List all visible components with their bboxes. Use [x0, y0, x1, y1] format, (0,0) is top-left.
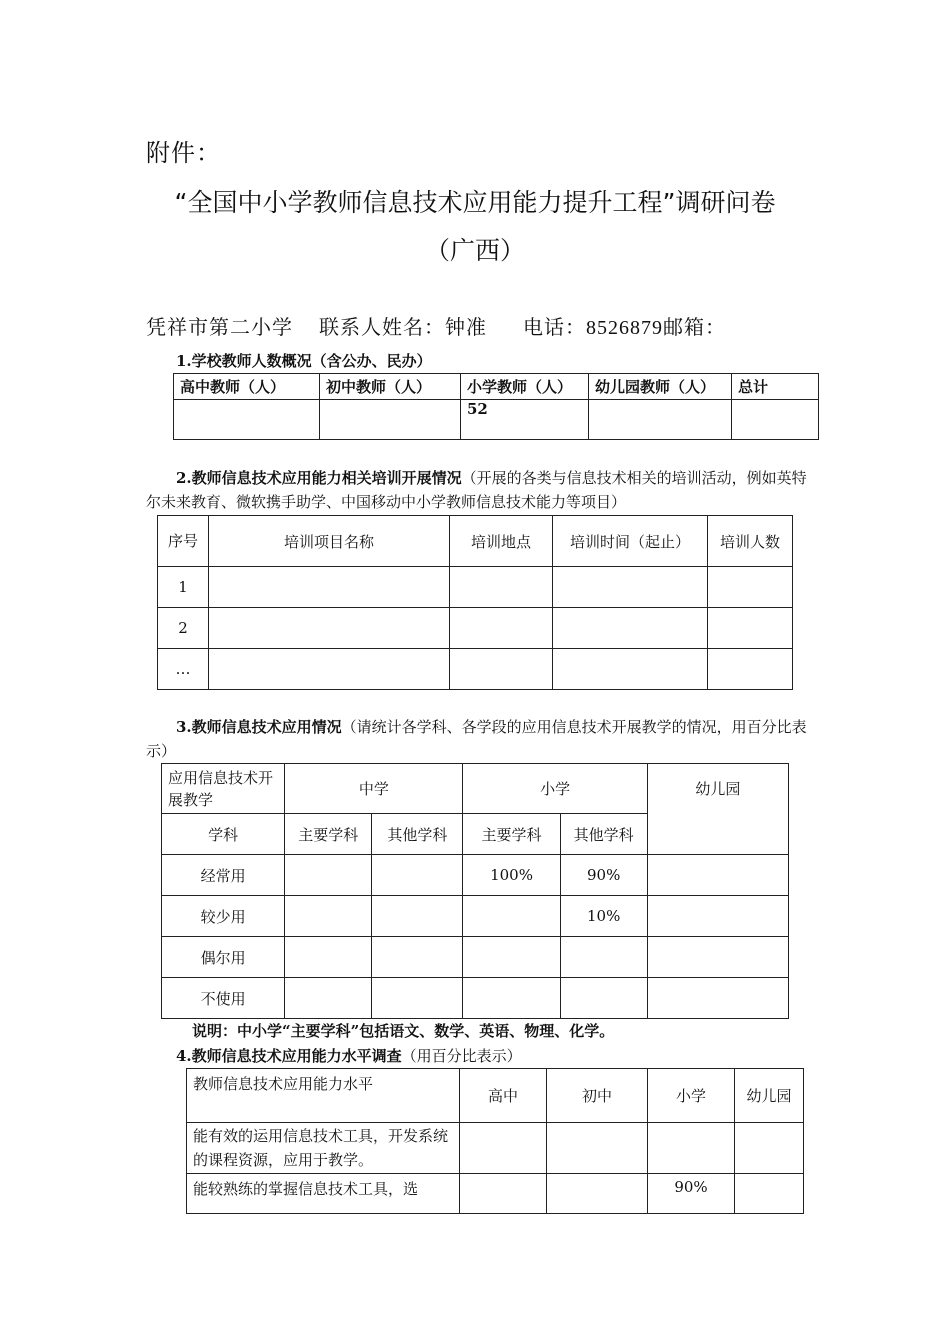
header-cell: 总计	[732, 374, 819, 400]
row-number: …	[158, 649, 209, 690]
value-cell	[560, 978, 647, 1019]
value-cell	[460, 1123, 547, 1174]
section4-note: （用百分比表示）	[401, 1047, 522, 1065]
value-cell: 10%	[560, 896, 647, 937]
subject-label: 学科	[162, 814, 285, 855]
group-header: 幼儿园	[647, 764, 788, 855]
value-cell	[647, 937, 788, 978]
value-cell: 100%	[463, 855, 560, 896]
table-cell	[450, 567, 553, 608]
value-cell	[372, 896, 463, 937]
value-cell: 90%	[648, 1174, 735, 1214]
group-header: 小学	[463, 764, 647, 814]
value-cell	[320, 400, 461, 440]
phone-number: 8526879	[586, 317, 663, 339]
teacher-count-table	[173, 373, 819, 440]
section4-heading: 4.教师信息技术应用能力水平调查	[176, 1047, 402, 1065]
value-cell	[735, 1174, 804, 1214]
header-cell: 高中教师（人）	[174, 374, 320, 400]
ability-level: 能较熟练的掌握信息技术工具，选	[187, 1174, 460, 1214]
value-cell	[372, 978, 463, 1019]
group-header: 中学	[285, 764, 463, 814]
header-cell: 培训项目名称	[209, 516, 450, 567]
value-cell	[463, 937, 560, 978]
contact-label: 联系人姓名：	[319, 315, 445, 339]
header-cell: 幼儿园教师（人）	[589, 374, 732, 400]
document-title: “全国中小学教师信息技术应用能力提升工程”调研问卷	[174, 188, 776, 217]
contact-name: 钟准	[445, 315, 487, 339]
value-cell	[547, 1123, 648, 1174]
value-cell	[285, 896, 372, 937]
row-number: 1	[158, 567, 209, 608]
table-cell	[209, 608, 450, 649]
header-cell: 小学	[648, 1069, 735, 1123]
phone-label: 电话：	[523, 315, 586, 339]
section3-paragraph	[146, 715, 810, 763]
value-cell	[647, 896, 788, 937]
section1-heading: 1.学校教师人数概况（含公办、民办）	[176, 352, 432, 370]
value-cell	[647, 855, 788, 896]
ability-level: 能有效的运用信息技术工具，开发系统的课程资源，应用于教学。	[187, 1123, 460, 1174]
header-cell: 序号	[158, 516, 209, 567]
table-cell	[450, 649, 553, 690]
value-cell	[735, 1123, 804, 1174]
usage-level: 不使用	[162, 978, 285, 1019]
section2-note: （开展的各类与信息技术相关的培训活动，例如英特尔未来教育、微软携手助学、中国移动中小学教师信息技术能力等项目）	[146, 469, 807, 511]
header-cell: 培训人数	[708, 516, 793, 567]
training-table	[157, 515, 793, 690]
table-cell	[450, 608, 553, 649]
header-cell: 小学教师（人）	[461, 374, 589, 400]
value-cell	[285, 855, 372, 896]
table-cell	[553, 649, 708, 690]
attachment-label: 附件：	[146, 139, 221, 167]
section4-paragraph	[176, 1044, 522, 1068]
section2-paragraph	[146, 466, 810, 514]
value-cell	[285, 978, 372, 1019]
table-cell	[209, 567, 450, 608]
table-cell	[708, 567, 793, 608]
contact-info-line	[146, 311, 726, 340]
section3-note: （请统计各学科、各学段的应用信息技术开展教学的情况，用百分比表示）	[146, 718, 807, 760]
value-cell	[560, 937, 647, 978]
header-cell: 培训地点	[450, 516, 553, 567]
header-cell: 初中	[547, 1069, 648, 1123]
header-cell: 教师信息技术应用能力水平	[187, 1069, 460, 1123]
table-cell	[708, 608, 793, 649]
section3-footnote: 说明：中小学“主要学科”包括语文、数学、英语、物理、化学。	[192, 1022, 615, 1040]
value-cell	[174, 400, 320, 440]
usage-level: 较少用	[162, 896, 285, 937]
subject-header: 主要学科	[285, 814, 372, 855]
table-cell	[209, 649, 450, 690]
value-cell	[732, 400, 819, 440]
section3-heading: 3.教师信息技术应用情况	[176, 718, 342, 736]
value-cell: 52	[461, 400, 589, 440]
header-cell: 幼儿园	[735, 1069, 804, 1123]
table-cell	[553, 608, 708, 649]
subject-header: 其他学科	[372, 814, 463, 855]
subject-header: 主要学科	[463, 814, 560, 855]
value-cell	[372, 855, 463, 896]
usage-level: 经常用	[162, 855, 285, 896]
value-cell	[372, 937, 463, 978]
subject-header: 其他学科	[560, 814, 647, 855]
usage-level: 偶尔用	[162, 937, 285, 978]
value-cell: 90%	[560, 855, 647, 896]
value-cell	[463, 896, 560, 937]
value-cell	[647, 978, 788, 1019]
value-cell	[460, 1174, 547, 1214]
value-cell	[463, 978, 560, 1019]
school-name: 凭祥市第二小学	[146, 315, 293, 339]
header-cell: 初中教师（人）	[320, 374, 461, 400]
row-number: 2	[158, 608, 209, 649]
header-cell: 高中	[460, 1069, 547, 1123]
ability-table	[186, 1068, 804, 1214]
table-cell	[553, 567, 708, 608]
value-cell	[648, 1123, 735, 1174]
document-subtitle: （广西）	[424, 236, 525, 265]
email-label: 邮箱：	[663, 315, 726, 339]
section2-heading: 2.教师信息技术应用能力相关培训开展情况	[176, 469, 462, 487]
header-cell: 培训时间（起止）	[553, 516, 708, 567]
value-cell	[547, 1174, 648, 1214]
value-cell	[285, 937, 372, 978]
it-usage-table	[161, 763, 789, 1019]
table-cell	[708, 649, 793, 690]
value-cell	[589, 400, 732, 440]
corner-cell: 应用信息技术开展教学	[162, 764, 285, 814]
